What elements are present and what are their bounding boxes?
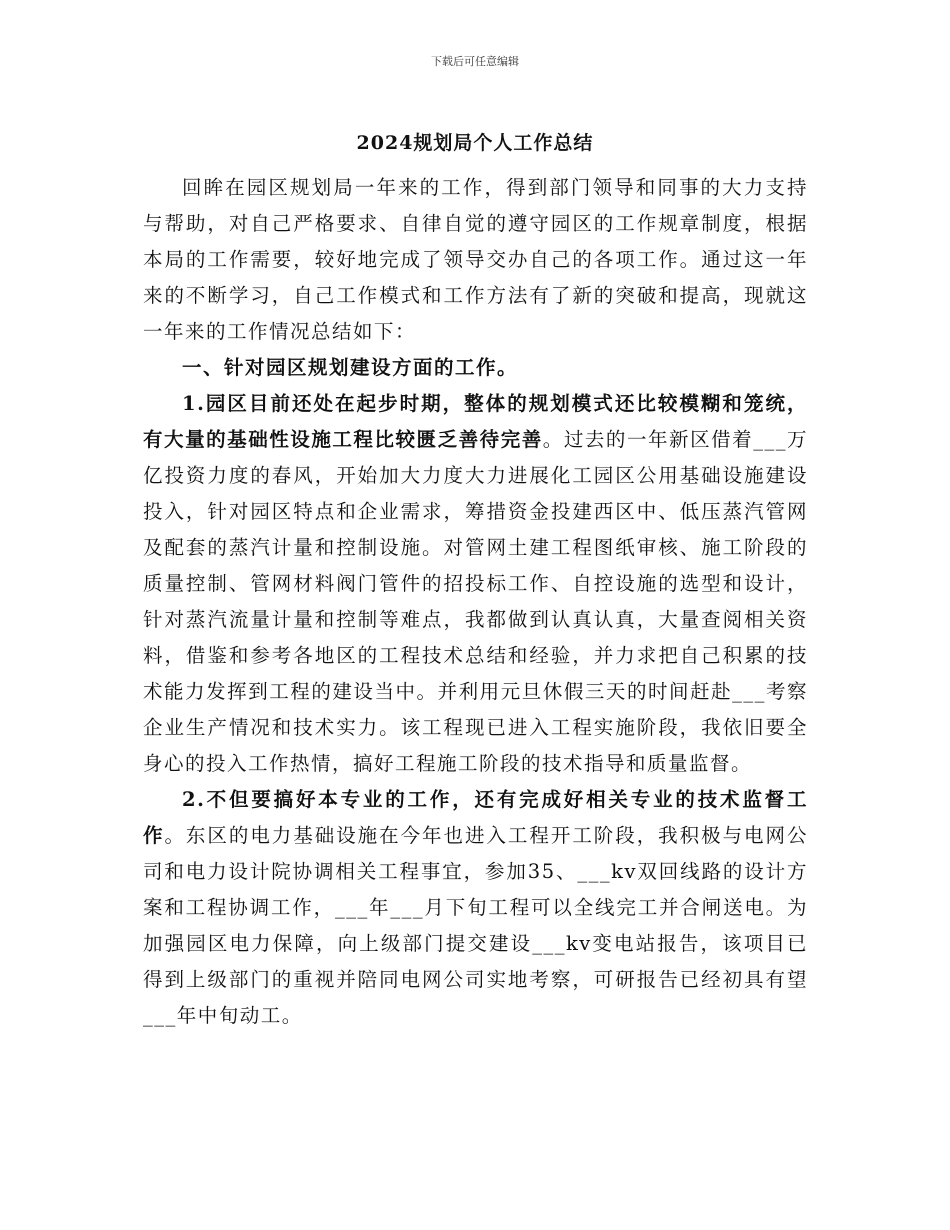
intro-paragraph: 回眸在园区规划局一年来的工作，得到部门领导和同事的大力支持与帮助，对自己严格要求、自律自觉的遵守园区的工作规章制度，根据本局的工作需要，较好地完成了领导交办自己的各项工作。通过这一年来的不断学习，自己工作模式和工作方法有了新的突破和提高，现就这一年来的工作情况总结如下： — [143, 176, 808, 343]
document-title: 2024规划局个人工作总结 — [356, 132, 594, 154]
item-2-paragraph — [143, 782, 808, 1034]
item-2-bold-lead: 2.不但要搞好本专业的工作，还有完成好相关专业的技术监督工作 — [143, 788, 808, 847]
document-body — [143, 170, 808, 1034]
section-heading: 一、针对园区规划建设方面的工作。 — [182, 356, 519, 379]
item-1-bold-lead: 1.园区目前还处在起步时期，整体的规划模式还比较模糊和笼统，有大量的基础性设施工程比较匮乏善待完善 — [143, 392, 808, 451]
item-1-text: 。过去的一年新区借着___万亿投资力度的春风，开始加大力度大力进展化工园区公用基础设施建设投入，针对园区特点和企业需求，筹措资金投建西区中、低压蒸汽管网及配套的蒸汽计量和控制设施。对管网土建工程图纸审核、施工阶段的质量控制、管网材料阀门管件的招投标工作、自控设施的选型和设计，针对蒸汽流量计量和控制等难点，我都做到认真认真，大量查阅相关资料，借鉴和参考各地区的工程技术总结和经验，并力求把自己积累的技术能力发挥到工程的建设当中。并利用元旦休假三天的时间赶赴___考察企业生产情况和技术实力。该工程现已进入工程实施阶段，我依旧要全身心的投入工作热情，搞好工程施工阶段的技术指导和质量监督。 — [143, 428, 808, 775]
item-1-paragraph — [143, 386, 808, 782]
item-2-text: 。东区的电力基础设施在今年也进入工程开工阶段，我积极与电网公司和电力设计院协调相关工程事宜，参加35、___kv双回线路的设计方案和工程协调工作，___年___月下旬工程可以全线完工并合闸送电。为加强园区电力保障，向上级部门提交建设___kv变电站报告，该项目已得到上级部门的重视并陪同电网公司实地考察，可研报告已经初具有望___年中旬动工。 — [143, 824, 808, 1027]
page-header: 下载后可任意编辑 — [431, 55, 519, 68]
